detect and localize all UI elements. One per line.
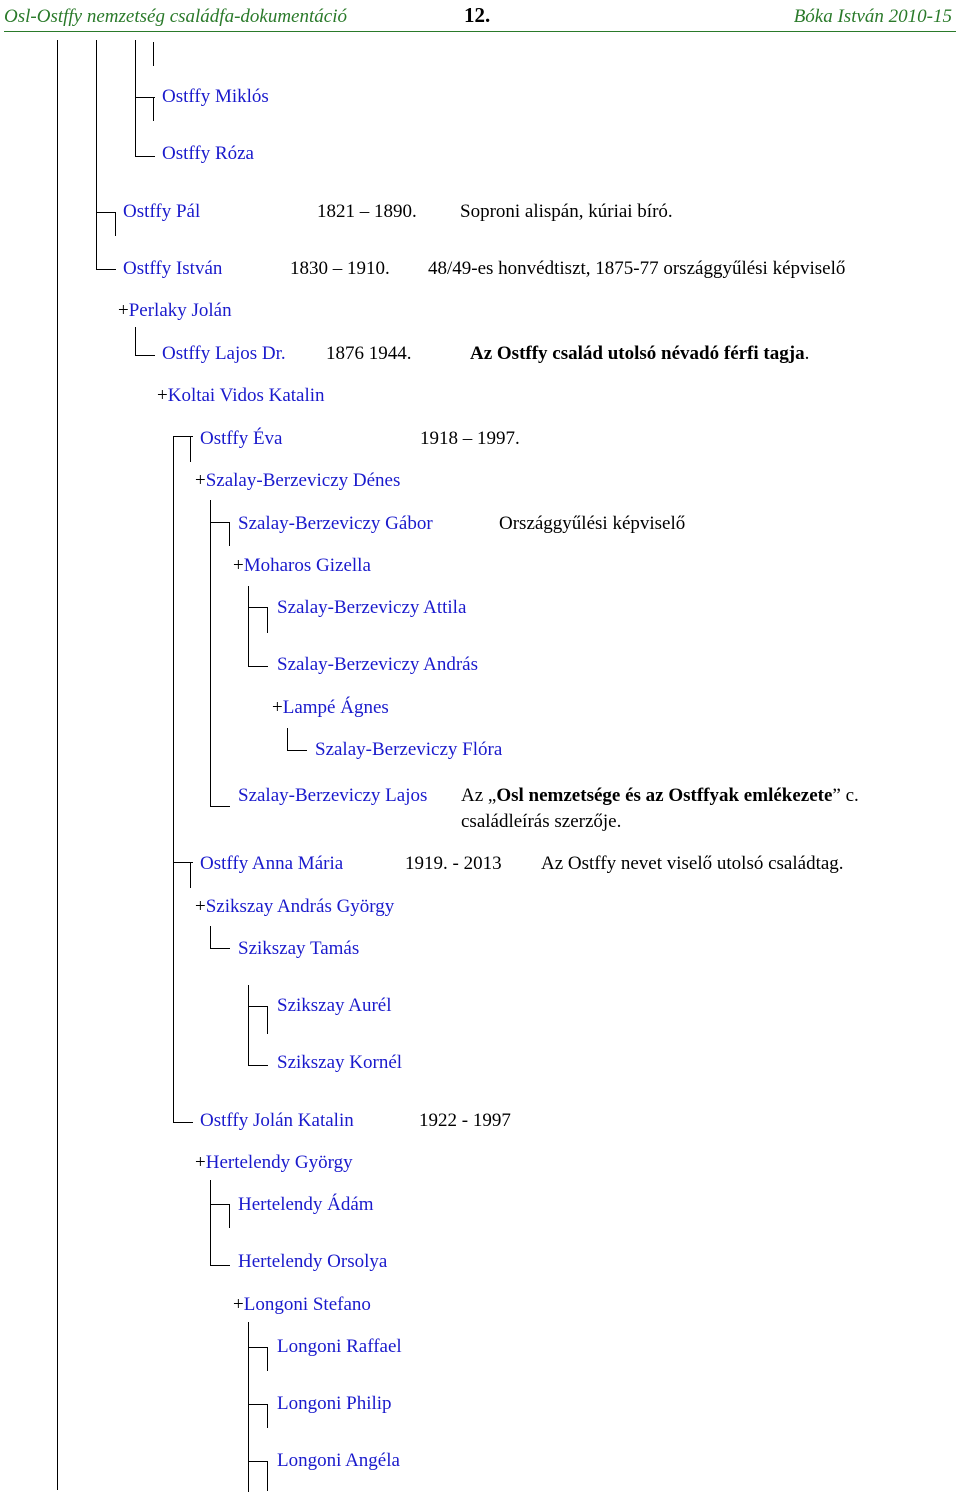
document-title: Osl-Ostffy nemzetség családfa-dokumentáció: [4, 6, 347, 27]
person-name: Szikszay Aurél: [277, 995, 392, 1016]
tree-line: [210, 806, 230, 807]
person-name: Szalay-Berzeviczy Attila: [277, 597, 467, 618]
person-name: Szikszay Tamás: [238, 938, 360, 959]
person-note: Az Ostffy nevet viselő utolsó családtag.: [541, 853, 844, 874]
spouse-name: Lampé Ágnes: [282, 697, 389, 718]
tree-line: [267, 1461, 268, 1491]
spouse-entry: [233, 1294, 371, 1316]
person-name: Ostffy Róza: [162, 143, 254, 164]
book-title: Osl nemzetsége és az Ostffyak emlékezete: [496, 785, 833, 806]
tree-line: [287, 728, 288, 750]
spouse-entry: [157, 385, 325, 407]
spouse-entry: [195, 1152, 353, 1174]
note-emphasis: Az Ostffy család utolsó névadó férfi tagja: [470, 343, 805, 364]
spouse-marker: +: [157, 385, 168, 406]
tree-line: [210, 926, 211, 948]
person-note: Soproni alispán, kúriai bíró.: [460, 201, 673, 222]
person-note-line2: családleírás szerzője.: [461, 811, 622, 832]
tree-line: [248, 666, 268, 667]
person-name: Szalay-Berzeviczy András: [277, 654, 478, 675]
spouse-marker: +: [195, 1152, 206, 1173]
person-name: Longoni Philip: [277, 1393, 392, 1414]
tree-line: [153, 42, 154, 66]
person-note: [470, 343, 809, 365]
spouse-marker: +: [195, 896, 206, 917]
tree-line: [135, 156, 155, 157]
spouse-name: Longoni Stefano: [243, 1294, 371, 1315]
page-number: 12.: [464, 3, 491, 27]
tree-line: [135, 40, 136, 157]
spouse-name: Perlaky Jolán: [128, 300, 232, 321]
spouse-marker: +: [233, 555, 244, 576]
tree-line: [248, 985, 249, 1065]
spouse-name: Szalay-Berzeviczy Dénes: [205, 470, 401, 491]
person-name: Ostffy Pál: [123, 201, 201, 222]
tree-line: [135, 355, 155, 356]
tree-line: [115, 212, 116, 236]
person-name: Szikszay Kornél: [277, 1052, 403, 1073]
person-years: 1821 – 1890.: [317, 201, 417, 222]
person-name: Szalay-Berzeviczy Lajos: [238, 785, 428, 806]
spouse-marker: +: [233, 1294, 244, 1315]
person-note: 48/49-es honvédtiszt, 1875-77 országgyűlési képviselő: [428, 258, 846, 279]
tree-line: [173, 436, 174, 1122]
tree-line: [190, 436, 191, 462]
tree-line: [229, 522, 230, 546]
person-name: Ostffy Jolán Katalin: [200, 1110, 354, 1131]
person-years: 1919. - 2013: [405, 853, 502, 874]
tree-line: [153, 97, 154, 121]
tree-line: [210, 500, 211, 806]
person-note: [461, 785, 859, 807]
tree-line: [96, 40, 97, 270]
tree-line: [210, 1180, 211, 1266]
person-name: Ostffy Éva: [200, 428, 283, 449]
spouse-name: Moharos Gizella: [243, 555, 371, 576]
person-name: Ostffy Miklós: [162, 86, 269, 107]
tree-line: [248, 586, 249, 666]
spouse-name: Szikszay András György: [205, 896, 395, 917]
tree-line: [267, 1404, 268, 1428]
author-year: Bóka István 2010-15: [793, 6, 952, 27]
spouse-marker: +: [195, 470, 206, 491]
person-years: 1830 – 1910.: [290, 258, 390, 279]
tree-line: [229, 1204, 230, 1228]
tree-line: [248, 607, 268, 608]
person-name: Hertelendy Ádám: [238, 1194, 374, 1215]
spouse-name: Hertelendy György: [205, 1152, 353, 1173]
tree-line: [248, 1404, 268, 1405]
note-suffix: ” c.: [832, 785, 859, 806]
person-name: Szalay-Berzeviczy Flóra: [315, 739, 503, 760]
tree-line: [267, 607, 268, 633]
tree-line: [210, 948, 230, 949]
header-underline: [4, 31, 956, 32]
person-name: Longoni Raffael: [277, 1336, 402, 1357]
person-name: Ostffy István: [123, 258, 223, 279]
person-name: Hertelendy Orsolya: [238, 1251, 388, 1272]
tree-line: [173, 1122, 193, 1123]
tree-line: [135, 97, 155, 98]
person-name: Longoni Angéla: [277, 1450, 400, 1471]
note-end: .: [804, 343, 810, 364]
spouse-entry: [272, 697, 389, 719]
tree-line: [248, 1006, 268, 1007]
tree-line: [190, 862, 191, 888]
person-name: Ostffy Anna Mária: [200, 853, 344, 874]
person-years: 1876 1944.: [326, 343, 412, 364]
spouse-name: Koltai Vidos Katalin: [167, 385, 325, 406]
person-note: Országgyűlési képviselő: [499, 513, 686, 534]
note-prefix: Az „: [461, 785, 497, 806]
tree-line: [248, 1065, 268, 1066]
tree-line: [287, 750, 307, 751]
tree-line: [96, 269, 116, 270]
person-name: Ostffy Lajos Dr.: [162, 343, 286, 364]
tree-line: [135, 327, 136, 355]
tree-line: [57, 40, 58, 1490]
tree-line: [267, 1006, 268, 1034]
tree-line: [96, 212, 116, 213]
tree-line: [210, 1204, 230, 1205]
spouse-marker: +: [272, 697, 283, 718]
person-years: 1918 – 1997.: [420, 428, 520, 449]
tree-line: [248, 1347, 268, 1348]
tree-line: [248, 1461, 268, 1462]
person-name: Szalay-Berzeviczy Gábor: [238, 513, 433, 534]
spouse-entry: [233, 555, 371, 577]
spouse-entry: [195, 470, 400, 492]
page-header: [4, 0, 956, 32]
spouse-entry: [195, 896, 394, 918]
tree-line: [210, 1265, 230, 1266]
tree-line: [267, 1347, 268, 1371]
person-years: 1922 - 1997: [419, 1110, 511, 1131]
tree-line: [210, 522, 230, 523]
spouse-entry: [118, 300, 232, 322]
spouse-marker: +: [118, 300, 129, 321]
